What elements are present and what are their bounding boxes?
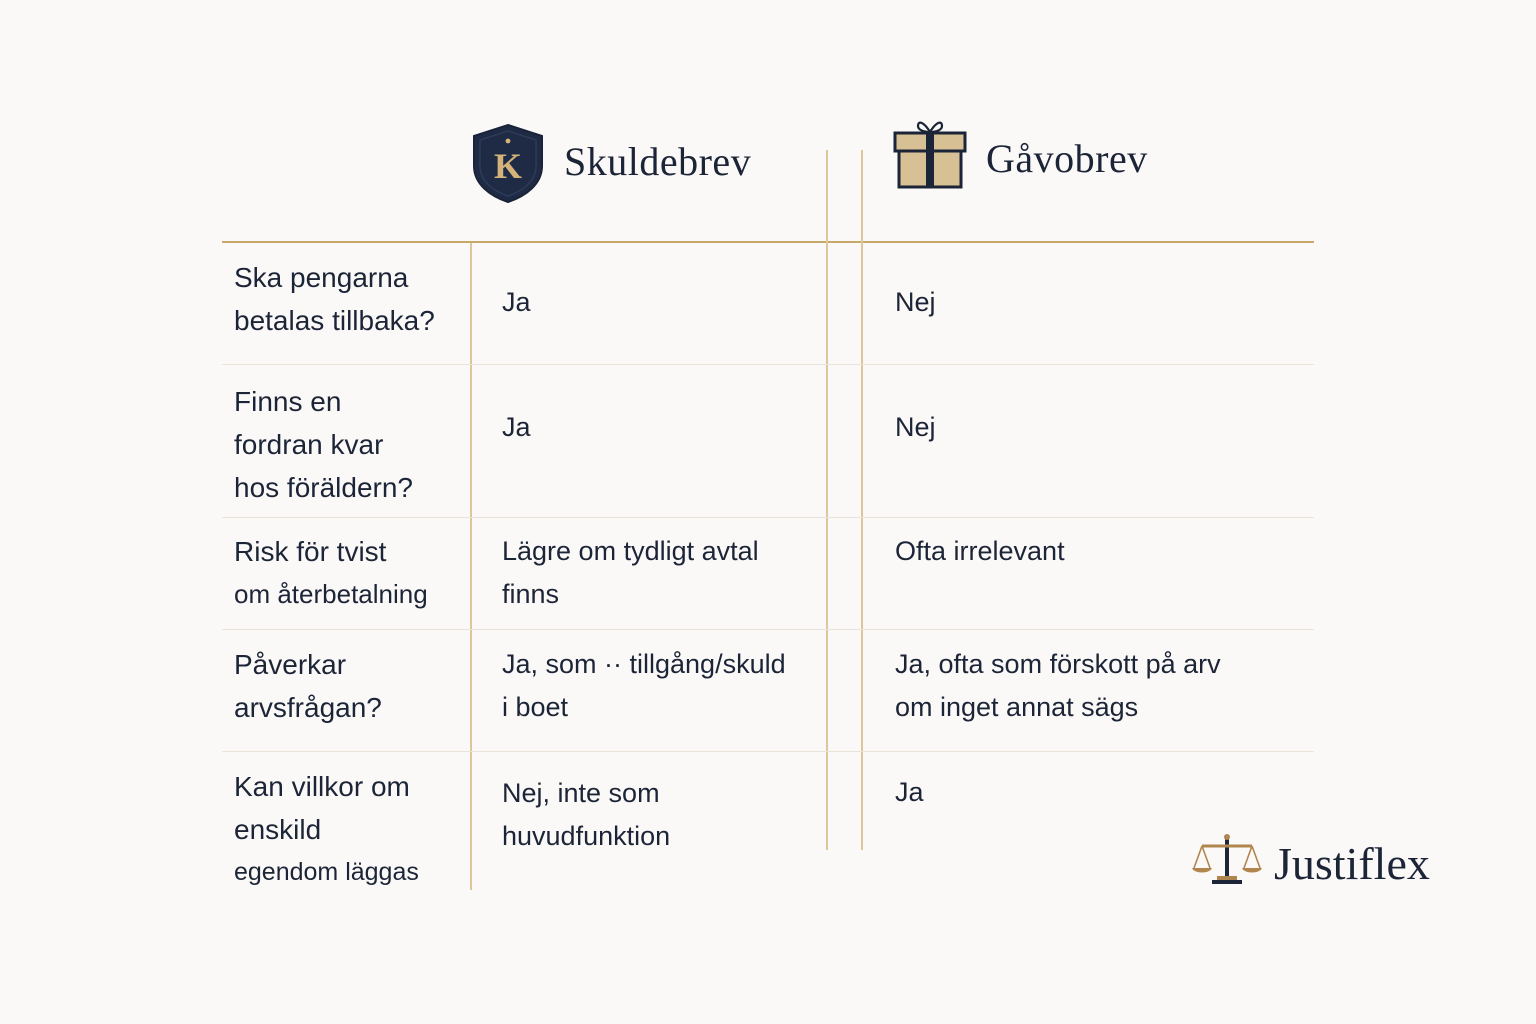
column-title-skuldebrev: Skuldebrev (564, 139, 752, 184)
gavobrev-answer (895, 771, 1295, 814)
scales-icon (1190, 832, 1264, 895)
answer-line: Nej, inte som (502, 778, 660, 808)
skuldebrev-answer (502, 281, 822, 324)
gavobrev-answer (895, 530, 1295, 573)
question-line: om återbetalning (234, 579, 428, 609)
question-line: Påverkar (234, 649, 347, 680)
question-line: hos föräldern? (234, 472, 414, 503)
answer-line: Ja (895, 777, 924, 807)
gavobrev-answer (895, 281, 1295, 324)
row-question (234, 380, 470, 509)
question-line: arvsfrågan? (234, 692, 382, 723)
question-line: egendom läggas (234, 858, 419, 886)
skuldebrev-answer (502, 643, 822, 729)
row-question (234, 256, 470, 342)
question-line: Ska pengarna (234, 262, 409, 293)
question-line: enskild (234, 814, 322, 845)
row-question (234, 765, 470, 894)
shield-k-icon (470, 122, 546, 209)
table-header-rule (222, 241, 1314, 243)
column-header-skuldebrev (470, 122, 751, 209)
column-header-gavobrev (892, 118, 1148, 195)
row-question (234, 643, 470, 729)
brand-logo (1190, 832, 1430, 895)
brand-name: Justiflex (1274, 838, 1430, 889)
answer-line: Lägre om tydligt avtal (502, 536, 759, 566)
answer-line: Ofta irrelevant (895, 536, 1065, 566)
skuldebrev-answer (502, 406, 822, 449)
answer-line: i boet (502, 692, 569, 722)
question-line: Kan villkor om (234, 771, 410, 802)
row-question (234, 530, 470, 616)
skuldebrev-answer (502, 530, 822, 616)
question-line: Finns en (234, 386, 342, 417)
answer-line: huvudfunktion (502, 821, 671, 851)
answer-line: om inget annat sägs (895, 692, 1139, 722)
answer-line: Nej (895, 287, 936, 317)
answer-line: Ja (502, 287, 531, 317)
answer-line: Ja (502, 412, 531, 442)
gavobrev-answer (895, 643, 1295, 729)
answer-line: Ja, som ·· tillgång/skuld (502, 649, 786, 679)
column-divider (826, 150, 828, 850)
row-divider (222, 629, 1314, 630)
answer-line: Nej (895, 412, 936, 442)
column-title-gavobrev: Gåvobrev (986, 136, 1148, 181)
column-divider (861, 150, 863, 850)
gavobrev-answer (895, 406, 1295, 449)
gift-box-icon (892, 118, 968, 195)
question-line: Risk för tvist (234, 536, 387, 567)
answer-line: Ja, ofta som förskott på arv (895, 649, 1221, 679)
question-line: fordran kvar (234, 429, 384, 460)
column-divider (470, 243, 472, 890)
row-divider (222, 364, 1314, 365)
skuldebrev-answer (502, 772, 822, 858)
row-divider (222, 751, 1314, 752)
row-divider (222, 517, 1314, 518)
question-line: betalas tillbaka? (234, 305, 435, 336)
svg-text:K: K (493, 146, 523, 186)
answer-line: finns (502, 579, 560, 609)
